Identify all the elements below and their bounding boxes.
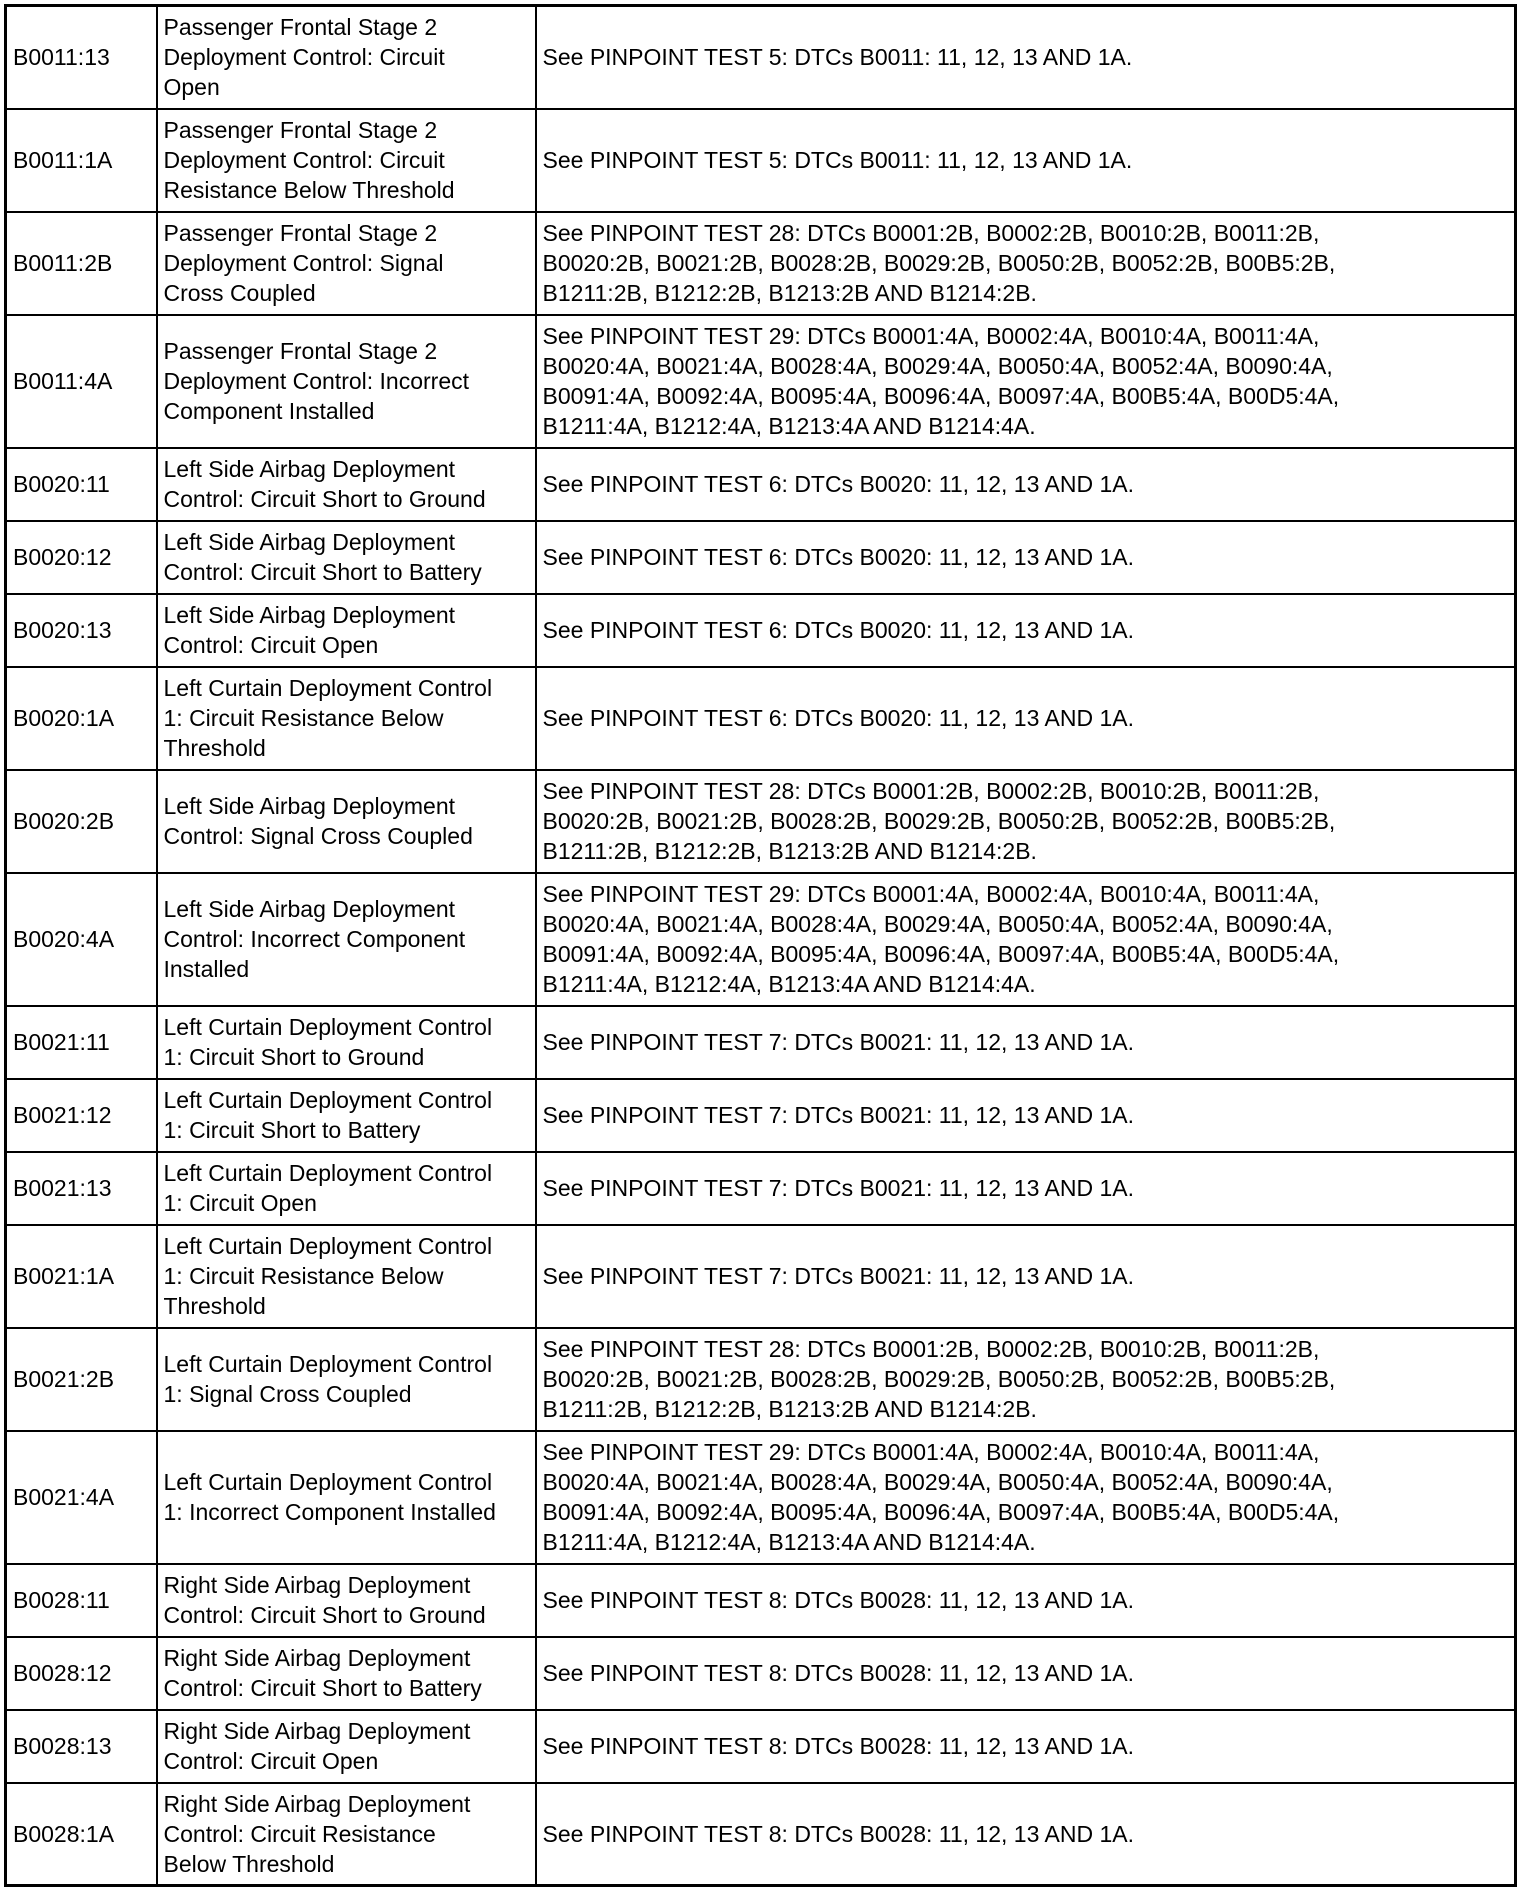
table-row — [6, 315, 1516, 448]
dtc-action: See PINPOINT TEST 6: DTCs B0020: 11, 12, 13 AND 1A. — [536, 667, 1516, 770]
dtc-code: B0021:11 — [6, 1006, 157, 1079]
table-row — [6, 594, 1516, 667]
dtc-code: B0021:1A — [6, 1225, 157, 1328]
dtc-code: B0011:13 — [6, 6, 157, 109]
dtc-code: B0028:13 — [6, 1710, 157, 1783]
dtc-code: B0020:2B — [6, 770, 157, 873]
dtc-code: B0020:12 — [6, 521, 157, 594]
table-row — [6, 1225, 1516, 1328]
dtc-action: See PINPOINT TEST 8: DTCs B0028: 11, 12, 13 AND 1A. — [536, 1783, 1516, 1886]
dtc-action: See PINPOINT TEST 7: DTCs B0021: 11, 12, 13 AND 1A. — [536, 1225, 1516, 1328]
dtc-description: Left Side Airbag Deployment Control: Incorrect Component Installed — [157, 873, 536, 1006]
dtc-description: Passenger Frontal Stage 2 Deployment Control: Circuit Resistance Below Threshold — [157, 109, 536, 212]
dtc-code: B0028:12 — [6, 1637, 157, 1710]
dtc-code: B0021:13 — [6, 1152, 157, 1225]
table-row — [6, 1152, 1516, 1225]
dtc-description: Left Curtain Deployment Control 1: Signal Cross Coupled — [157, 1328, 536, 1431]
dtc-action: See PINPOINT TEST 8: DTCs B0028: 11, 12, 13 AND 1A. — [536, 1637, 1516, 1710]
dtc-action: See PINPOINT TEST 8: DTCs B0028: 11, 12, 13 AND 1A. — [536, 1710, 1516, 1783]
dtc-action: See PINPOINT TEST 5: DTCs B0011: 11, 12, 13 AND 1A. — [536, 109, 1516, 212]
dtc-description: Passenger Frontal Stage 2 Deployment Control: Incorrect Component Installed — [157, 315, 536, 448]
dtc-code: B0028:11 — [6, 1564, 157, 1637]
table-row — [6, 6, 1516, 109]
table-row — [6, 770, 1516, 873]
dtc-description: Right Side Airbag Deployment Control: Circuit Short to Battery — [157, 1637, 536, 1710]
dtc-description: Left Side Airbag Deployment Control: Circuit Short to Battery — [157, 521, 536, 594]
dtc-description: Left Side Airbag Deployment Control: Circuit Short to Ground — [157, 448, 536, 521]
dtc-code: B0020:1A — [6, 667, 157, 770]
table-row — [6, 212, 1516, 315]
dtc-action: See PINPOINT TEST 29: DTCs B0001:4A, B0002:4A, B0010:4A, B0011:4A, B0020:4A, B0021:4A, B0028:4A, B0029:4A, B0050:4A, B0052:4A, B0090:4A, B0091:4A, B0092:4A, B0095:4A, B0096:4A, B0097:4A, B00B5:4A, B00D5:4A, B1211:4A, B1212:4A, B1213:4A AND B1214:4A. — [536, 1431, 1516, 1564]
table-row — [6, 1328, 1516, 1431]
dtc-action: See PINPOINT TEST 28: DTCs B0001:2B, B0002:2B, B0010:2B, B0011:2B, B0020:2B, B0021:2B, B0028:2B, B0029:2B, B0050:2B, B0052:2B, B00B5:2B, B1211:2B, B1212:2B, B1213:2B AND B1214:2B. — [536, 770, 1516, 873]
table-row — [6, 1637, 1516, 1710]
dtc-code: B0011:1A — [6, 109, 157, 212]
dtc-action: See PINPOINT TEST 6: DTCs B0020: 11, 12, 13 AND 1A. — [536, 594, 1516, 667]
table-row — [6, 109, 1516, 212]
table-row — [6, 1564, 1516, 1637]
dtc-description: Left Curtain Deployment Control 1: Circuit Resistance Below Threshold — [157, 667, 536, 770]
dtc-action: See PINPOINT TEST 6: DTCs B0020: 11, 12, 13 AND 1A. — [536, 521, 1516, 594]
dtc-code: B0020:11 — [6, 448, 157, 521]
dtc-action: See PINPOINT TEST 8: DTCs B0028: 11, 12, 13 AND 1A. — [536, 1564, 1516, 1637]
dtc-action: See PINPOINT TEST 7: DTCs B0021: 11, 12, 13 AND 1A. — [536, 1006, 1516, 1079]
dtc-code: B0021:2B — [6, 1328, 157, 1431]
dtc-action: See PINPOINT TEST 6: DTCs B0020: 11, 12, 13 AND 1A. — [536, 448, 1516, 521]
table-row — [6, 1079, 1516, 1152]
dtc-description: Left Side Airbag Deployment Control: Signal Cross Coupled — [157, 770, 536, 873]
dtc-description: Right Side Airbag Deployment Control: Circuit Open — [157, 1710, 536, 1783]
dtc-table — [4, 4, 1517, 1887]
dtc-code: B0011:2B — [6, 212, 157, 315]
dtc-action: See PINPOINT TEST 29: DTCs B0001:4A, B0002:4A, B0010:4A, B0011:4A, B0020:4A, B0021:4A, B0028:4A, B0029:4A, B0050:4A, B0052:4A, B0090:4A, B0091:4A, B0092:4A, B0095:4A, B0096:4A, B0097:4A, B00B5:4A, B00D5:4A, B1211:4A, B1212:4A, B1213:4A AND B1214:4A. — [536, 315, 1516, 448]
dtc-code: B0020:13 — [6, 594, 157, 667]
table-row — [6, 1006, 1516, 1079]
table-row — [6, 1783, 1516, 1886]
dtc-code: B0021:4A — [6, 1431, 157, 1564]
table-row — [6, 667, 1516, 770]
dtc-description: Passenger Frontal Stage 2 Deployment Control: Circuit Open — [157, 6, 536, 109]
dtc-description: Left Curtain Deployment Control 1: Circuit Open — [157, 1152, 536, 1225]
dtc-action: See PINPOINT TEST 28: DTCs B0001:2B, B0002:2B, B0010:2B, B0011:2B, B0020:2B, B0021:2B, B0028:2B, B0029:2B, B0050:2B, B0052:2B, B00B5:2B, B1211:2B, B1212:2B, B1213:2B AND B1214:2B. — [536, 212, 1516, 315]
dtc-action: See PINPOINT TEST 7: DTCs B0021: 11, 12, 13 AND 1A. — [536, 1079, 1516, 1152]
dtc-description: Left Curtain Deployment Control 1: Incorrect Component Installed — [157, 1431, 536, 1564]
dtc-action: See PINPOINT TEST 5: DTCs B0011: 11, 12, 13 AND 1A. — [536, 6, 1516, 109]
dtc-action: See PINPOINT TEST 7: DTCs B0021: 11, 12, 13 AND 1A. — [536, 1152, 1516, 1225]
dtc-description: Left Curtain Deployment Control 1: Circuit Resistance Below Threshold — [157, 1225, 536, 1328]
dtc-description: Left Curtain Deployment Control 1: Circuit Short to Ground — [157, 1006, 536, 1079]
table-row — [6, 873, 1516, 1006]
dtc-description: Right Side Airbag Deployment Control: Circuit Resistance Below Threshold — [157, 1783, 536, 1886]
dtc-code: B0011:4A — [6, 315, 157, 448]
dtc-description: Right Side Airbag Deployment Control: Circuit Short to Ground — [157, 1564, 536, 1637]
dtc-description: Left Side Airbag Deployment Control: Circuit Open — [157, 594, 536, 667]
dtc-action: See PINPOINT TEST 29: DTCs B0001:4A, B0002:4A, B0010:4A, B0011:4A, B0020:4A, B0021:4A, B0028:4A, B0029:4A, B0050:4A, B0052:4A, B0090:4A, B0091:4A, B0092:4A, B0095:4A, B0096:4A, B0097:4A, B00B5:4A, B00D5:4A, B1211:4A, B1212:4A, B1213:4A AND B1214:4A. — [536, 873, 1516, 1006]
table-row — [6, 1431, 1516, 1564]
dtc-description: Passenger Frontal Stage 2 Deployment Control: Signal Cross Coupled — [157, 212, 536, 315]
dtc-action: See PINPOINT TEST 28: DTCs B0001:2B, B0002:2B, B0010:2B, B0011:2B, B0020:2B, B0021:2B, B0028:2B, B0029:2B, B0050:2B, B0052:2B, B00B5:2B, B1211:2B, B1212:2B, B1213:2B AND B1214:2B. — [536, 1328, 1516, 1431]
dtc-code: B0028:1A — [6, 1783, 157, 1886]
table-row — [6, 1710, 1516, 1783]
dtc-description: Left Curtain Deployment Control 1: Circuit Short to Battery — [157, 1079, 536, 1152]
dtc-code: B0021:12 — [6, 1079, 157, 1152]
table-row — [6, 448, 1516, 521]
dtc-code: B0020:4A — [6, 873, 157, 1006]
table-row — [6, 521, 1516, 594]
